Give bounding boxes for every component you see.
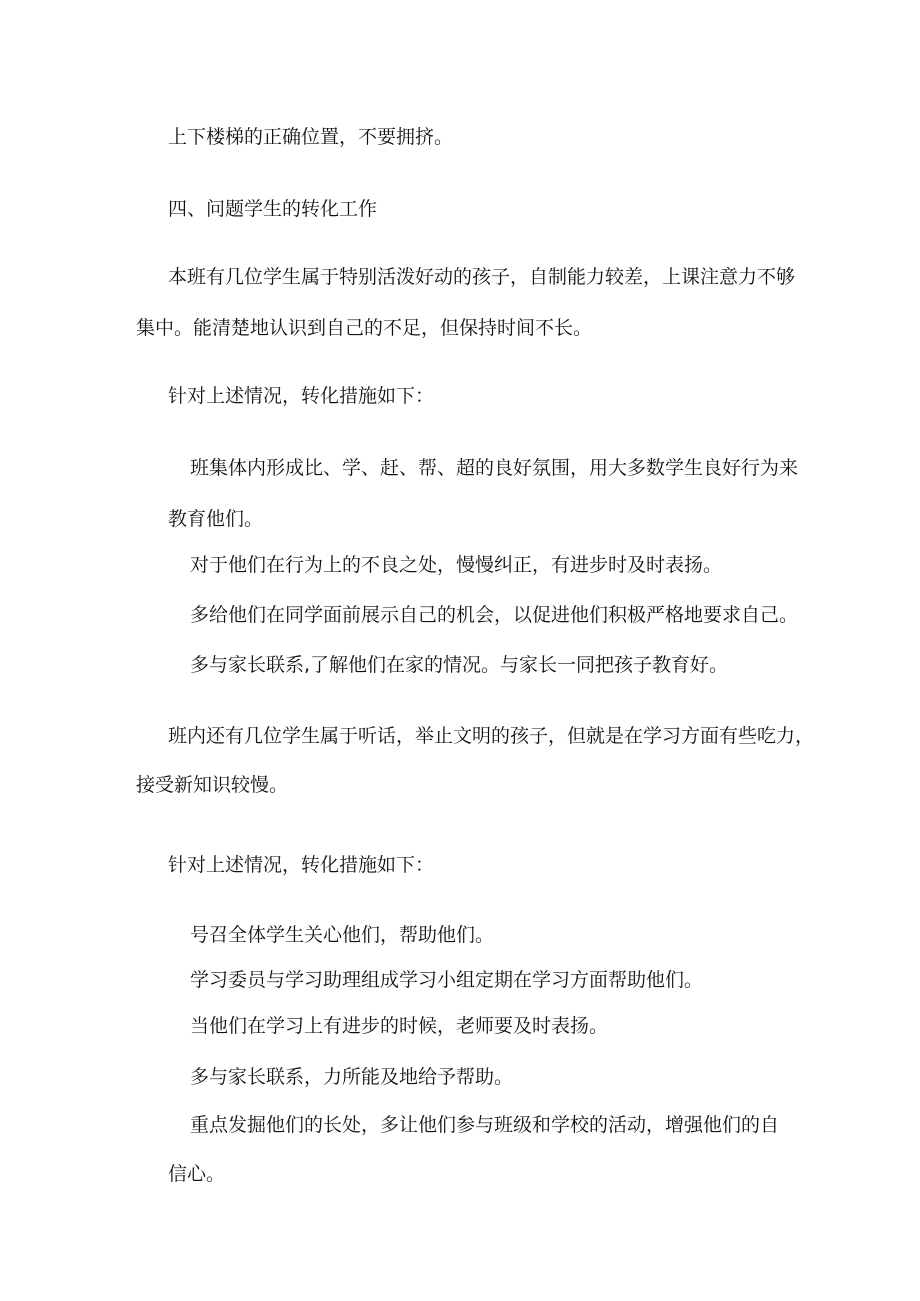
text-line: 重点发掘他们的长处，多让他们参与班级和学校的活动，增强他们的自 bbox=[190, 1114, 780, 1136]
text-line: 集中。能清楚地认识到自己的不足，但保持时间不长。 bbox=[136, 317, 593, 339]
text-line: 当他们在学习上有进步的时候，老师要及时表扬。 bbox=[190, 1015, 609, 1037]
text-line: 教育他们。 bbox=[168, 508, 264, 530]
section-heading: 四、问题学生的转化工作 bbox=[168, 198, 378, 220]
text-line: 班内还有几位学生属于听话，举止文明的孩子，但就是在学习方面有些吃力， bbox=[168, 725, 815, 747]
text-line: 班集体内形成比、学、赶、帮、超的良好氛围，用大多数学生良好行为来 bbox=[190, 457, 799, 479]
text-line: 接受新知识较慢。 bbox=[136, 774, 289, 796]
text-line: 多与家长联系，力所能及地给予帮助。 bbox=[190, 1066, 514, 1088]
text-line: 针对上述情况，转化措施如下： bbox=[168, 854, 435, 876]
text-line: 上下楼梯的正确位置，不要拥挤。 bbox=[168, 126, 454, 148]
text-line: 对于他们在行为上的不良之处，慢慢纠正，有进步时及时表扬。 bbox=[190, 554, 723, 576]
text-line: 学习委员与学习助理组成学习小组定期在学习方面帮助他们。 bbox=[190, 969, 704, 991]
text-line: 多给他们在同学面前展示自己的机会，以促进他们积极严格地要求自己。 bbox=[190, 604, 799, 626]
text-line: 多与家长联系,了解他们在家的情况。与家长一同把孩子教育好。 bbox=[190, 654, 729, 676]
text-line: 针对上述情况，转化措施如下： bbox=[168, 385, 435, 407]
text-line: 本班有几位学生属于特别活泼好动的孩子，自制能力较差，上课注意力不够 bbox=[168, 266, 796, 288]
text-line: 号召全体学生关心他们，帮助他们。 bbox=[190, 924, 495, 946]
text-line: 信心。 bbox=[168, 1163, 226, 1185]
